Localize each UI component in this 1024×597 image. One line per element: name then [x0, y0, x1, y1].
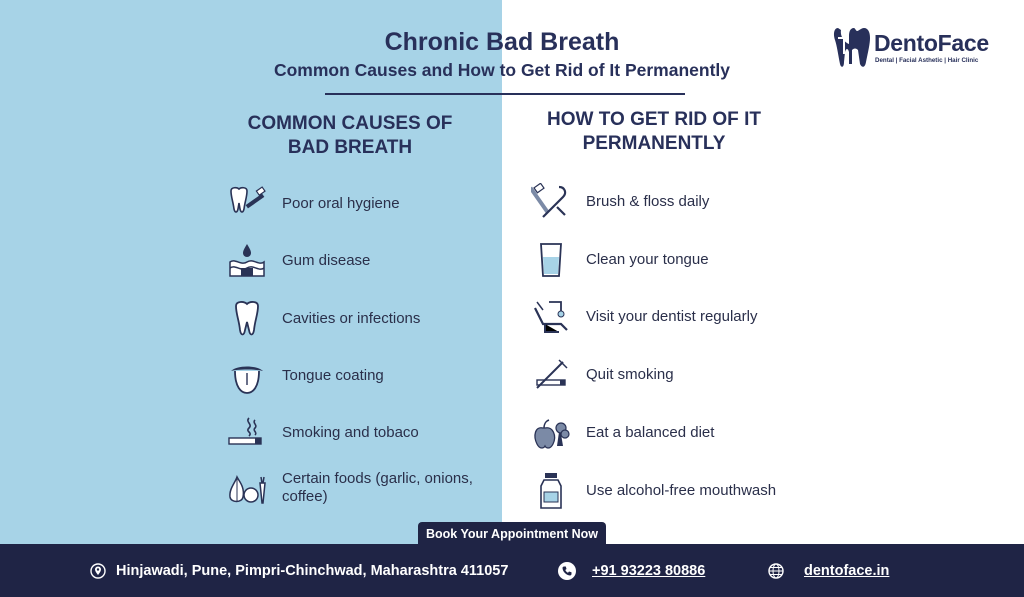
globe-icon — [768, 563, 784, 579]
footer-website[interactable] — [768, 544, 889, 597]
cause-item — [226, 184, 502, 224]
remedies-heading-line1: HOW TO GET RID OF IT — [547, 109, 761, 130]
footer-bar — [0, 544, 1024, 597]
location-pin-icon — [90, 563, 106, 579]
tooth-logo-icon — [832, 24, 872, 72]
tongue-icon — [226, 356, 268, 396]
remedy-item — [530, 297, 830, 337]
glass-icon — [530, 240, 572, 280]
tooth-brush-icon — [226, 184, 268, 224]
cause-label: Smoking and tobaco — [282, 424, 419, 441]
remedy-label: Clean your tongue — [586, 251, 709, 268]
cause-label: Tongue coating — [282, 367, 384, 384]
cause-item — [226, 413, 502, 453]
remedy-label: Brush & floss daily — [586, 193, 710, 210]
no-smoking-icon — [530, 355, 572, 395]
book-appointment-button[interactable]: Book Your Appointment Now — [418, 522, 606, 546]
cause-label: Cavities or infections — [282, 310, 421, 327]
cause-item — [226, 299, 502, 339]
phone-link[interactable]: +91 93223 80886 — [592, 562, 706, 579]
remedies-heading — [504, 108, 804, 156]
address-text: Hinjawadi, Pune, Pimpri-Chinchwad, Maharashtra 411057 — [116, 562, 509, 579]
footer-phone[interactable] — [558, 544, 705, 597]
foods-icon — [226, 468, 268, 508]
brand-logo[interactable] — [832, 24, 1012, 74]
cause-item — [226, 241, 502, 281]
brand-tagline: Dental | Facial Asthetic | Hair Clinic — [875, 57, 979, 64]
remedy-label: Visit your dentist regularly — [586, 308, 758, 325]
tooth-icon — [226, 299, 268, 339]
brush-floss-icon — [530, 182, 572, 222]
cigarette-icon — [226, 413, 268, 453]
website-link[interactable]: dentoface.in — [804, 562, 890, 579]
causes-heading-line1: COMMON CAUSES OF — [247, 113, 453, 134]
remedy-item — [530, 413, 830, 453]
remedy-item — [530, 355, 830, 395]
remedy-label: Quit smoking — [586, 366, 674, 383]
dental-chair-icon — [530, 297, 572, 337]
causes-heading-line2: BAD BREATH — [287, 137, 413, 158]
footer-address — [90, 544, 508, 597]
title-divider — [325, 93, 685, 95]
brand-name: DentoFace — [874, 30, 989, 56]
page-title: Chronic Bad Breath — [384, 28, 620, 56]
causes-heading — [200, 112, 500, 160]
remedy-label: Use alcohol-free mouthwash — [586, 482, 777, 499]
remedy-item — [530, 471, 830, 511]
fruit-veg-icon — [530, 413, 572, 453]
cause-label: Certain foods (garlic, onions, coffee) — [282, 470, 473, 505]
remedy-item — [530, 182, 830, 222]
page-subtitle: Common Causes and How to Get Rid of It Permanently — [273, 60, 731, 80]
remedy-label: Eat a balanced diet — [586, 424, 715, 441]
cause-label: Gum disease — [282, 252, 371, 269]
mouthwash-icon — [530, 471, 572, 511]
gum-icon — [226, 241, 268, 281]
cause-item — [226, 468, 502, 508]
remedy-item — [530, 240, 830, 280]
cause-item — [226, 356, 502, 396]
phone-icon — [558, 562, 576, 580]
cause-label: Poor oral hygiene — [282, 195, 400, 212]
remedies-heading-line2: PERMANENTLY — [582, 133, 726, 154]
